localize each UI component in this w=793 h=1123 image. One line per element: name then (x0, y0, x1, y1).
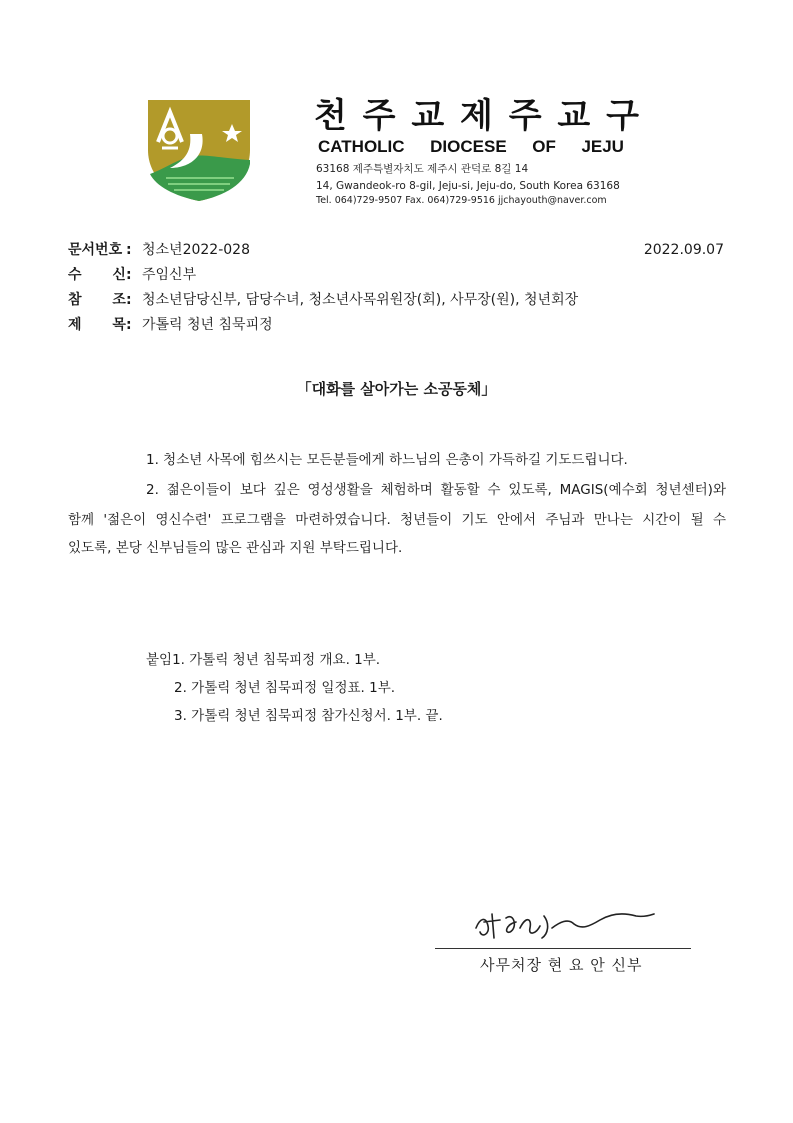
colon: : (126, 267, 132, 283)
recipient-row (68, 265, 196, 285)
organization-name-english (318, 137, 624, 157)
doc-number-row (68, 240, 250, 260)
cc-label (68, 290, 124, 310)
org-name-word: OF (532, 137, 556, 156)
contact-info: Tel. 064)729-9507 Fax. 064)729-9516 jjchayouth@naver.com (316, 195, 607, 206)
document-title: 「대화를 살아가는 소공동체」 (296, 380, 497, 398)
signature-line (435, 948, 691, 949)
subject-value: 가톨릭 청년 침묵피정 (142, 317, 273, 333)
doc-number-value: 청소년2022-028 (142, 242, 250, 258)
body-paragraph-1: 1. 청소년 사목에 힘쓰시는 모든분들에게 하느님의 은총이 가득하길 기도드립니다. (146, 452, 628, 468)
colon: : (126, 242, 132, 258)
address-korean: 63168 제주특별자치도 제주시 관덕로 8길 14 (316, 163, 529, 175)
doc-number-label: 문서번호 (68, 242, 123, 258)
label-char: 참 조 (68, 292, 126, 308)
address-english: 14, Gwandeok-ro 8-gil, Jeju-si, Jeju-do, South Korea 63168 (316, 180, 620, 192)
body-paragraph-2-line-3: 있도록, 본당 신부님들의 많은 관심과 지원 부탁드립니다. (68, 540, 403, 556)
diocese-shield-icon (146, 98, 252, 202)
colon: : (126, 292, 132, 308)
colon: : (126, 317, 132, 333)
org-name-word: CATHOLIC (318, 137, 405, 156)
recipient-value: 주임신부 (142, 267, 197, 283)
document-date: 2022.09.07 (643, 242, 724, 258)
label-char: 제 목 (68, 317, 126, 333)
body-paragraph-2-line-1: 2. 젊은이들이 보다 깊은 영성생활을 체험하며 활동할 수 있도록, MAGIS(예수회 청년센터)와 (146, 482, 726, 498)
cc-row (68, 290, 578, 310)
subject-row (68, 315, 273, 335)
signer-name: 사무처장 현 요 안 신부 (480, 956, 643, 974)
recipient-label (68, 265, 124, 285)
subject-label (68, 315, 124, 335)
attachment-line-2: 2. 가톨릭 청년 침묵피정 일정표. 1부. (174, 680, 396, 696)
organization-name-korean: 천 주 교 제 주 교 구 (314, 96, 641, 136)
org-name-word: JEJU (581, 137, 624, 156)
attachment-line-3: 3. 가톨릭 청년 침묵피정 참가신청서. 1부. 끝. (174, 708, 443, 724)
cc-value: 청소년담당신부, 담당수녀, 청소년사목위원장(회), 사무장(원), 청년회장 (142, 292, 579, 308)
body-paragraph-2-line-2: 함께 '젊은이 영신수련' 프로그램을 마련하였습니다. 청년들이 기도 안에서 주님과 만나는 시간이 될 수 (68, 512, 726, 528)
attachment-line-1: 붙임1. 가톨릭 청년 침묵피정 개요. 1부. (146, 652, 381, 668)
org-name-word: DIOCESE (430, 137, 507, 156)
label-char: 수 신 (68, 267, 126, 283)
handwritten-signature-icon (470, 898, 660, 946)
